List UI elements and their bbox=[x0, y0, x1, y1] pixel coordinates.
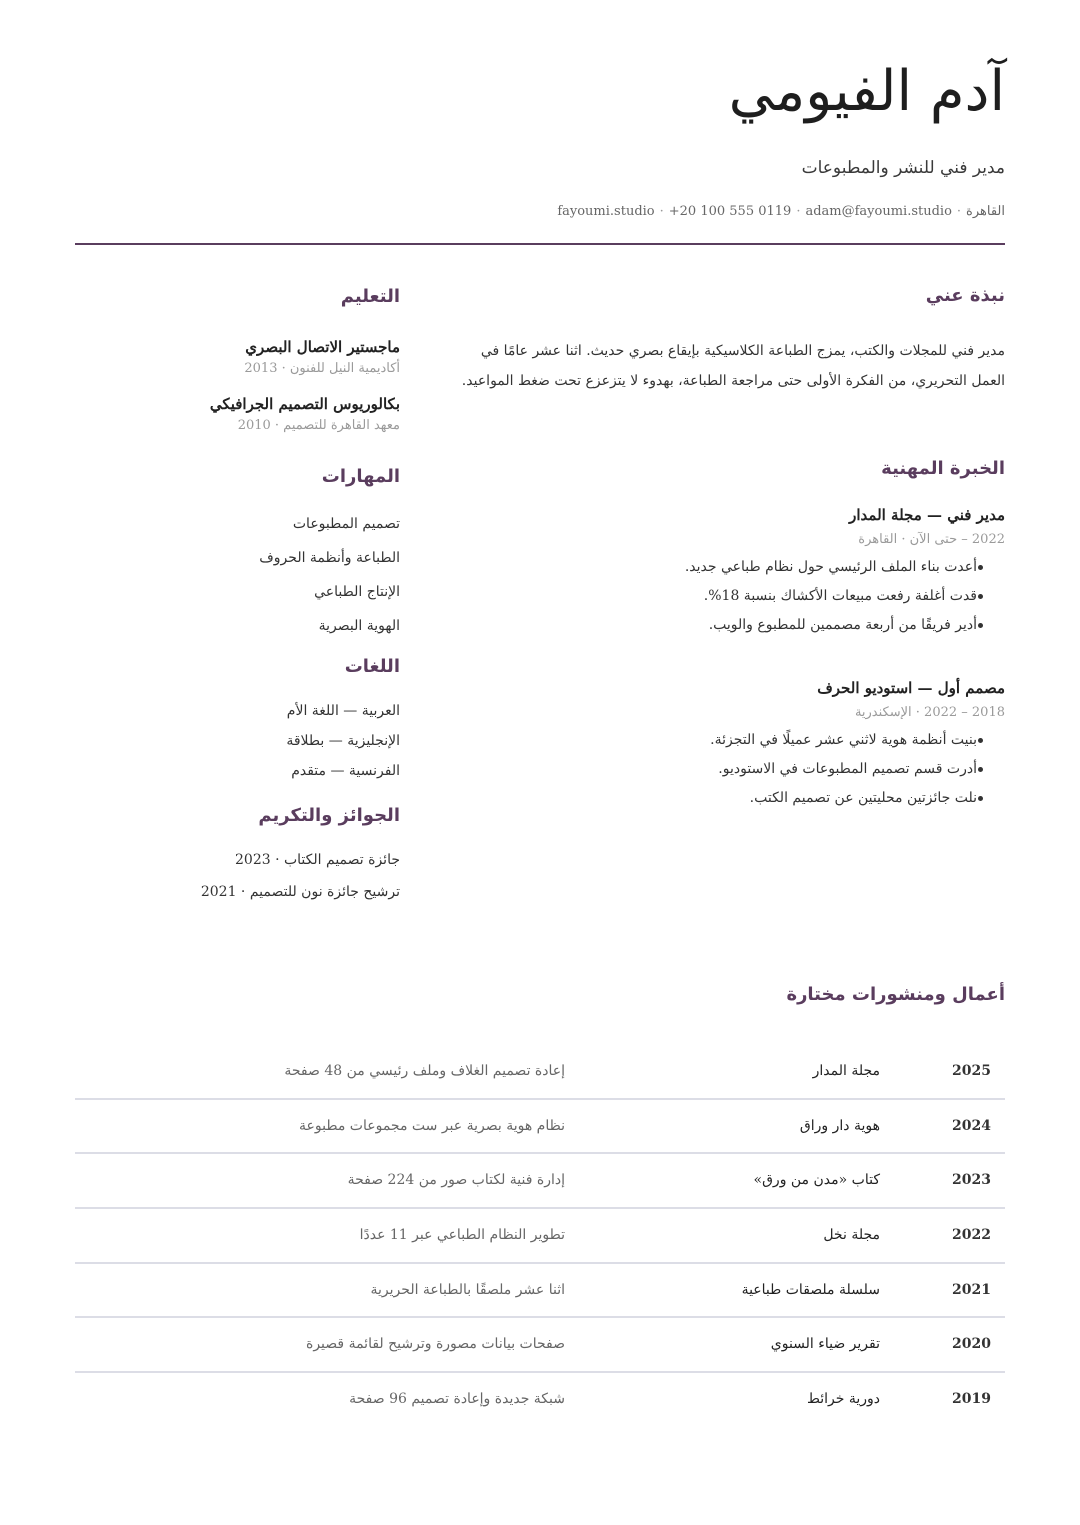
work-description: شبكة جديدة وإعادة تصميم 96 صفحة bbox=[349, 1391, 565, 1408]
work-description: اثنا عشر ملصقًا بالطباعة الحريرية bbox=[370, 1281, 565, 1298]
experience-heading: الخبرة المهنية bbox=[881, 458, 1005, 479]
job-meta: 2022 – حتى الآن · القاهرة bbox=[858, 532, 1005, 547]
languages-list bbox=[75, 696, 400, 786]
language-item: الإنجليزية — بطلاقة bbox=[286, 733, 400, 749]
work-title: مجلة نخل bbox=[823, 1227, 880, 1244]
work-title: مجلة المدار bbox=[812, 1063, 880, 1079]
job-meta: 2018 – 2022 · الإسكندرية bbox=[854, 705, 1005, 720]
table-row bbox=[75, 1100, 1005, 1155]
education-meta: معهد القاهرة للتصميم · 2010 bbox=[237, 418, 400, 433]
work-year: 2024 bbox=[952, 1117, 991, 1134]
works-table bbox=[75, 1045, 1005, 1428]
contact-email[interactable]: adam@fayoumi.studio bbox=[805, 204, 952, 219]
work-year: 2023 bbox=[952, 1172, 991, 1189]
education-meta: أكاديمية النيل للفنون · 2013 bbox=[244, 361, 400, 376]
table-row bbox=[75, 1209, 1005, 1264]
table-row bbox=[75, 1264, 1005, 1319]
table-row bbox=[75, 1373, 1005, 1428]
about-text: مدير فني للمجلات والكتب، يمزج الطباعة الكلاسيكية بإيقاع بصري حديث. اثنا عشر عامًا في العمل التحريري، من الفكرة الأولى حتى مراجعة الطباعة، بهدوء لا يتزعزع تحت ضغط المواعيد. bbox=[461, 343, 1005, 389]
work-title: سلسلة ملصقات طباعية bbox=[741, 1281, 880, 1298]
work-year: 2020 bbox=[952, 1336, 991, 1353]
contact-separator: · bbox=[796, 204, 801, 219]
work-year: 2019 bbox=[952, 1391, 991, 1408]
languages-heading: اللغات bbox=[344, 656, 400, 677]
award-item: ترشيح جائزة نون للتصميم · 2021 bbox=[200, 884, 400, 900]
education-entry bbox=[75, 395, 400, 433]
contact-website[interactable]: fayoumi.studio bbox=[557, 204, 655, 219]
awards-list bbox=[75, 844, 400, 908]
works-heading: أعمال ومنشورات مختارة bbox=[786, 984, 1005, 1005]
work-description: إعادة تصميم الغلاف وملف رئيسي من 48 صفحة bbox=[284, 1063, 565, 1079]
table-row bbox=[75, 1318, 1005, 1373]
skills-list bbox=[75, 507, 400, 643]
skill-item: الهوية البصرية bbox=[318, 618, 400, 634]
award-item: جائزة تصميم الكتاب · 2023 bbox=[235, 852, 400, 868]
language-item: العربية — اللغة الأم bbox=[286, 703, 400, 719]
language-item: الفرنسية — متقدم bbox=[291, 763, 400, 779]
contact-city: القاهرة bbox=[966, 204, 1005, 219]
job-bullet: قدت أغلفة رفعت مبيعات الأكشاك بنسبة 18%. bbox=[445, 582, 1005, 611]
work-description: صفحات بيانات مصورة وترشيح لقائمة قصيرة bbox=[306, 1336, 565, 1353]
skill-item: الإنتاج الطباعي bbox=[314, 584, 400, 600]
job-bullets bbox=[445, 726, 1005, 813]
table-row bbox=[75, 1045, 1005, 1100]
education-degree: ماجستير الاتصال البصري bbox=[245, 338, 400, 356]
work-description: إدارة فنية لكتاب صور من 224 صفحة bbox=[347, 1172, 565, 1189]
work-title: تقرير ضياء السنوي bbox=[770, 1336, 880, 1353]
skills-heading: المهارات bbox=[321, 466, 400, 487]
work-year: 2025 bbox=[952, 1063, 991, 1079]
skill-item: الطباعة وأنظمة الحروف bbox=[259, 550, 400, 566]
job-title: مدير فني — مجلة المدار bbox=[849, 506, 1005, 524]
contact-phone[interactable]: +20 100 555 0119 bbox=[668, 204, 792, 219]
work-year: 2021 bbox=[952, 1281, 991, 1298]
education-heading: التعليم bbox=[340, 286, 400, 307]
work-title: هوية دار وراق bbox=[799, 1117, 880, 1134]
skill-item: تصميم المطبوعات bbox=[292, 516, 400, 532]
job-bullet: نلت جائزتين محليتين عن تصميم الكتب. bbox=[445, 784, 1005, 813]
work-year: 2022 bbox=[952, 1227, 991, 1244]
job-entry bbox=[445, 506, 1005, 640]
job-bullet: أدير فريقًا من أربعة مصممين للمطبوع والويب. bbox=[445, 611, 1005, 640]
job-bullet: أعدت بناء الملف الرئيسي حول نظام طباعي جديد. bbox=[445, 553, 1005, 582]
job-title: مصمم أول — استوديو الحرف bbox=[817, 679, 1005, 697]
header-divider bbox=[75, 243, 1005, 245]
education-degree: بكالوريوس التصميم الجرافيكي bbox=[209, 395, 400, 413]
job-bullet: أدرت قسم تصميم المطبوعات في الاستوديو. bbox=[445, 755, 1005, 784]
contact-separator: · bbox=[659, 204, 664, 219]
about-heading: نبذة عني bbox=[925, 285, 1005, 306]
contact-separator: · bbox=[956, 204, 962, 219]
job-bullet: بنيت أنظمة هوية لاثني عشر عميلًا في التجزئة. bbox=[445, 726, 1005, 755]
work-title: دورية خرائط bbox=[806, 1391, 880, 1408]
candidate-name: آدم الفيومي bbox=[728, 59, 1005, 124]
contact-line bbox=[557, 204, 1005, 219]
table-row bbox=[75, 1154, 1005, 1209]
candidate-headline: مدير فني للنشر والمطبوعات bbox=[801, 158, 1005, 178]
work-description: تطوير النظام الطباعي عبر 11 عددًا bbox=[359, 1227, 565, 1244]
work-title: كتاب «مدن من ورق» bbox=[753, 1172, 880, 1189]
job-entry bbox=[445, 679, 1005, 813]
work-description: نظام هوية بصرية عبر ست مجموعات مطبوعة bbox=[299, 1117, 565, 1134]
awards-heading: الجوائز والتكريم bbox=[258, 805, 400, 826]
education-entry bbox=[75, 338, 400, 376]
job-bullets bbox=[445, 553, 1005, 640]
